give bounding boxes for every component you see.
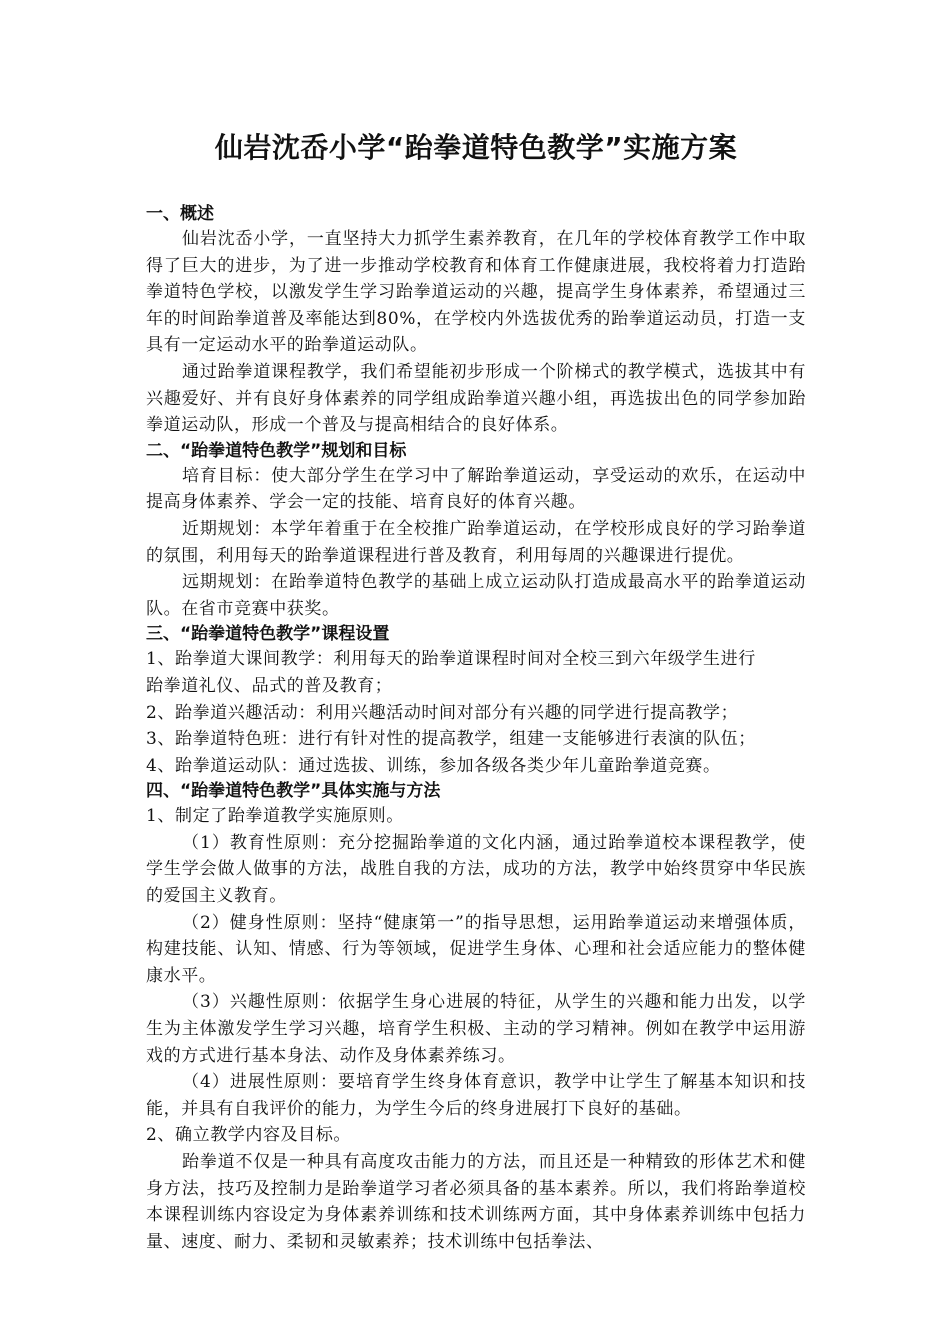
list-item: 4、跆拳道运动队：通过选拔、训练，参加各级各类少年儿童跆拳道竞赛。: [146, 755, 721, 776]
subheading: 1、制定了跆拳道教学实施原则。: [146, 806, 404, 827]
paragraph: 培育目标：使大部分学生在学习中了解跆拳道运动，享受运动的欢乐，在运动中提高身体素养、学会一定的技能、培育良好的体育兴趣。: [146, 465, 806, 513]
section-heading-implementation: 四、“跆拳道特色教学”具体实施与方法: [146, 781, 441, 802]
paragraph: 远期规划：在跆拳道特色教学的基础上成立运动队打造成最高水平的跆拳道运动队。在省市竞赛中获奖。: [146, 572, 806, 619]
list-item: 1、跆拳道大课间教学：利用每天的跆拳道课程时间对全校三到六年级学生进行: [146, 649, 756, 670]
paragraph: 近期规划：本学年着重于在全校推广跆拳道运动，在学校形成良好的学习跆拳道的氛围，利用每天的跆拳道课程进行普及教育，利用每周的兴趣课进行提优。: [146, 518, 806, 566]
section-heading-curriculum: 三、“跆拳道特色教学”课程设置: [146, 624, 390, 645]
principle-paragraph: （1）教育性原则：充分挖掘跆拳道的文化内涵，通过跆拳道校本课程教学，使学生学会做人做事的方法，战胜自我的方法，成功的方法，教学中始终贯穿中华民族的爱国主义教育。: [146, 832, 806, 907]
list-item: 2、跆拳道兴趣活动：利用兴趣活动时间对部分有兴趣的同学进行提高教学；: [146, 702, 739, 723]
section-heading-overview: 一、概述: [146, 204, 214, 224]
document-page: [146, 128, 806, 1255]
paragraph: 仙岩沈岙小学，一直坚持大力抓学生素养教育，在几年的学校体育教学工作中取得了巨大的进步，为了进一步推动学校教育和体育工作健康进展，我校将着力打造跆拳道特色学校，以激发学生学习跆拳道运动的兴趣，提高学生身体素养，希望通过三年的时间跆拳道普及率能达到80%，在学校内外选拔优秀的跆拳道运动员，打造一支具有一定运动水平的跆拳道运动队。: [146, 229, 806, 356]
document-title: 仙岩沈岙小学“跆拳道特色教学”实施方案: [214, 131, 738, 164]
list-item-continuation: 跆拳道礼仪、品式的普及教育；: [146, 675, 393, 696]
paragraph: 通过跆拳道课程教学，我们希望能初步形成一个阶梯式的教学模式，选拔其中有兴趣爱好、并有良好身体素养的同学组成跆拳道兴趣小组，再选拔出色的同学参加跆拳道运动队，形成一个普及与提高相结合的良好体系。: [146, 361, 806, 436]
section-heading-plan-goals: 二、“跆拳道特色教学”规划和目标: [146, 440, 407, 461]
paragraph: 跆拳道不仅是一种具有高度攻击能力的方法，而且还是一种精致的形体艺术和健身方法，技巧及控制力是跆拳道学习者必须具备的基本素养。所以，我们将跆拳道校本课程训练内容设定为身体素养训练和技术训练两方面，其中身体素养训练中包括力量、速度、耐力、柔韧和灵敏素养；技术训练中包括拳法、: [146, 1152, 806, 1252]
principle-paragraph: （3）兴趣性原则：依据学生身心进展的特征，从学生的兴趣和能力出发，以学生为主体激发学生学习兴趣，培育学生积极、主动的学习精神。例如在教学中运用游戏的方式进行基本身法、动作及身体素养练习。: [146, 992, 806, 1066]
principle-paragraph: （4）进展性原则：要培育学生终身体育意识，教学中让学生了解基本知识和技能，并具有自我评价的能力，为学生今后的终身进展打下良好的基础。: [146, 1072, 806, 1119]
list-item: 3、跆拳道特色班：进行有针对性的提高教学，组建一支能够进行表演的队伍；: [146, 729, 756, 750]
subheading: 2、确立教学内容及目标。: [146, 1125, 352, 1146]
principle-paragraph: （2）健身性原则：坚持“健康第一”的指导思想，运用跆拳道运动来增强体质，构建技能、认知、情感、行为等领域，促进学生身体、心理和社会适应能力的整体健康水平。: [146, 912, 806, 986]
